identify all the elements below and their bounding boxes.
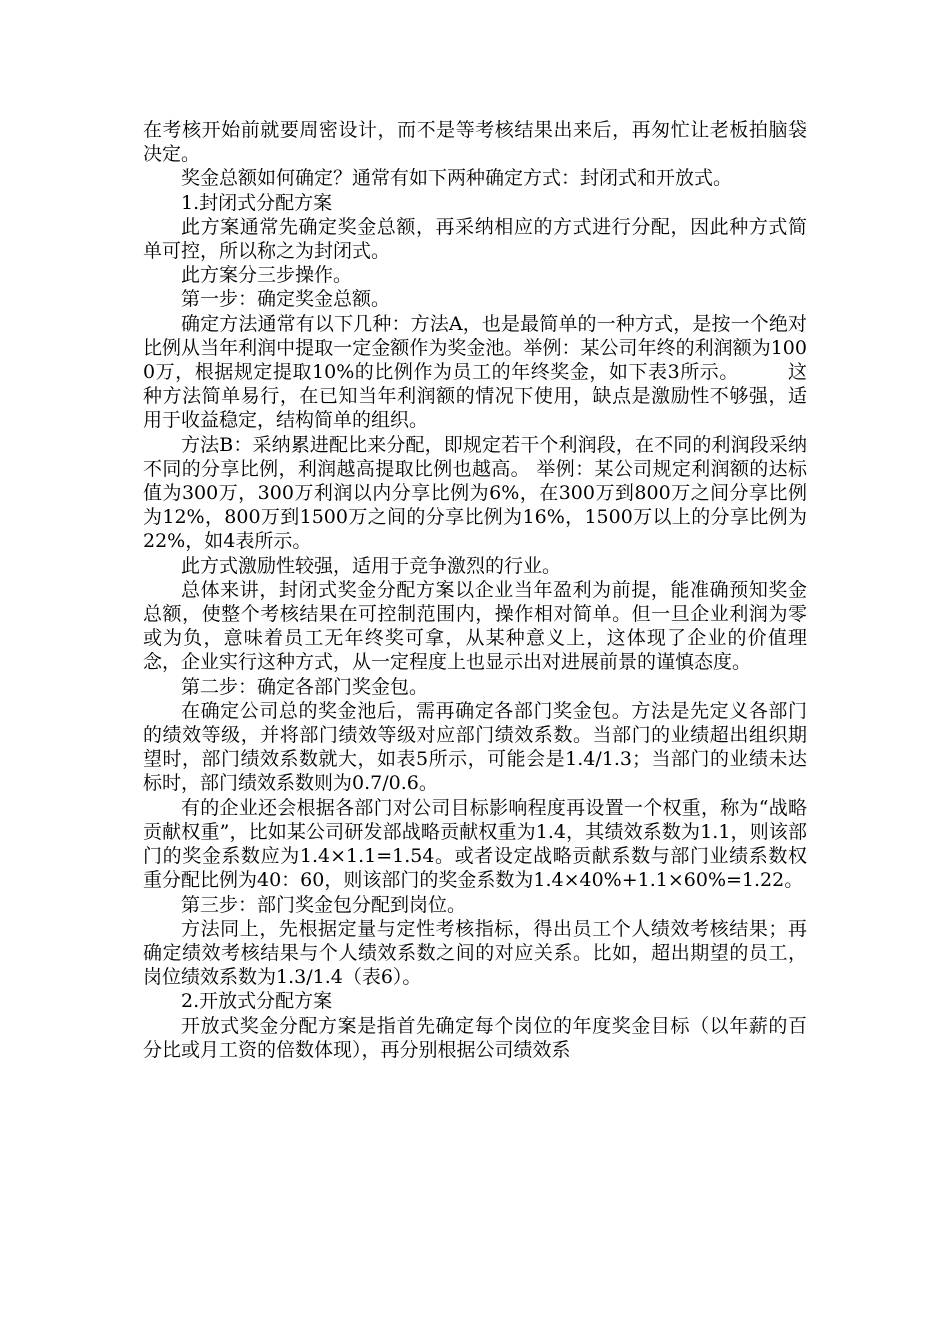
paragraph-closed-plan-summary: 总体来讲，封闭式奖金分配方案以企业当年盈利为前提，能准确预知奖金总额，使整个考核结果在可控制范围内，操作相对简单。但一旦企业利润为零或为负，意味着员工无年终奖可拿，从某种意义上，这体现了企业的价值理念，企业实行这种方式，从一定程度上也显示出对进展前景的谨慎态度。 bbox=[143, 578, 807, 674]
paragraph-position-allocation: 方法同上，先根据定量与定性考核指标，得出员工个人绩效考核结果；再确定绩效考核结果与个人绩效系数之间的对应关系。比如，超出期望的员工，岗位绩效系数为1.3/1.4（表6）。 bbox=[143, 917, 807, 989]
heading-step-one: 第一步：确定奖金总额。 bbox=[181, 288, 391, 311]
paragraph-method-b-note: 此方式激励性较强，适用于竞争激烈的行业。 bbox=[181, 554, 562, 577]
paragraph-continuation: 在考核开始前就要周密设计，而不是等考核结果出来后，再匆忙让老板拍脑袋决定。 bbox=[143, 119, 807, 166]
heading-step-two: 第二步：确定各部门奖金包。 bbox=[181, 675, 429, 698]
heading-open-plan: 2.开放式分配方案 bbox=[181, 990, 333, 1013]
document-body bbox=[143, 118, 807, 1062]
paragraph-open-plan-intro: 开放式奖金分配方案是指首先确定每个岗位的年度奖金目标（以年薪的百分比或月工资的倍数体现），再分别根据公司绩效系 bbox=[143, 1014, 807, 1061]
paragraph-method-b: 方法B：采纳累进配比来分配，即规定若干个利润段，在不同的利润段采纳不同的分享比例，利润越高提取比例也越高。 举例：某公司规定利润额的达标值为300万，300万利润以内分享比例为6%，在300万到800万之间分享比例为12%，800万到1500万之间的分享比例为16%，1500万以上的分享比例为22%，如4表所示。 bbox=[143, 433, 807, 553]
paragraph-department-bonus: 在确定公司总的奖金池后，需再确定各部门奖金包。方法是先定义各部门的绩效等级，并将部门绩效等级对应部门绩效系数。当部门的业绩超出组织期望时，部门绩效系数就大，如表5所示，可能会是1.4/1.3；当部门的业绩未达标时，部门绩效系数则为0.7/0.6。 bbox=[143, 699, 807, 795]
heading-closed-plan: 1.封闭式分配方案 bbox=[181, 191, 333, 214]
paragraph-closed-plan-intro: 此方案通常先确定奖金总额，再采纳相应的方式进行分配，因此种方式简单可控，所以称之为封闭式。 bbox=[143, 215, 807, 263]
paragraph-method-a: 确定方法通常有以下几种：方法A，也是最简单的一种方式，是按一个绝对比例从当年利润中提取一定金额作为奖金池。举例：某公司年终的利润额为1000万，根据规定提取10%的比例作为员工的年终奖金，如下表3所示。 这种方法简单易行，在已知当年利润额的情况下使用，缺点是激励性不够强，适用于收益稳定，结构简单的组织。 bbox=[143, 312, 807, 432]
paragraph-three-steps: 此方案分三步操作。 bbox=[181, 264, 353, 287]
paragraph-bonus-total-question: 奖金总额如何确定？通常有如下两种确定方式：封闭式和开放式。 bbox=[181, 167, 733, 190]
heading-step-three: 第三步：部门奖金包分配到岗位。 bbox=[181, 893, 467, 916]
paragraph-strategic-weight: 有的企业还会根据各部门对公司目标影响程度再设置一个权重，称为“战略贡献权重”，比如某公司研发部战略贡献权重为1.4，其绩效系数为1.1，则该部门的奖金系数应为1.4×1.1=1.54。或者设定战略贡献系数与部门业绩系数权重分配比例为40：60，则该部门的奖金系数为1.4×40%+1.1×60%=1.22。 bbox=[143, 796, 807, 892]
